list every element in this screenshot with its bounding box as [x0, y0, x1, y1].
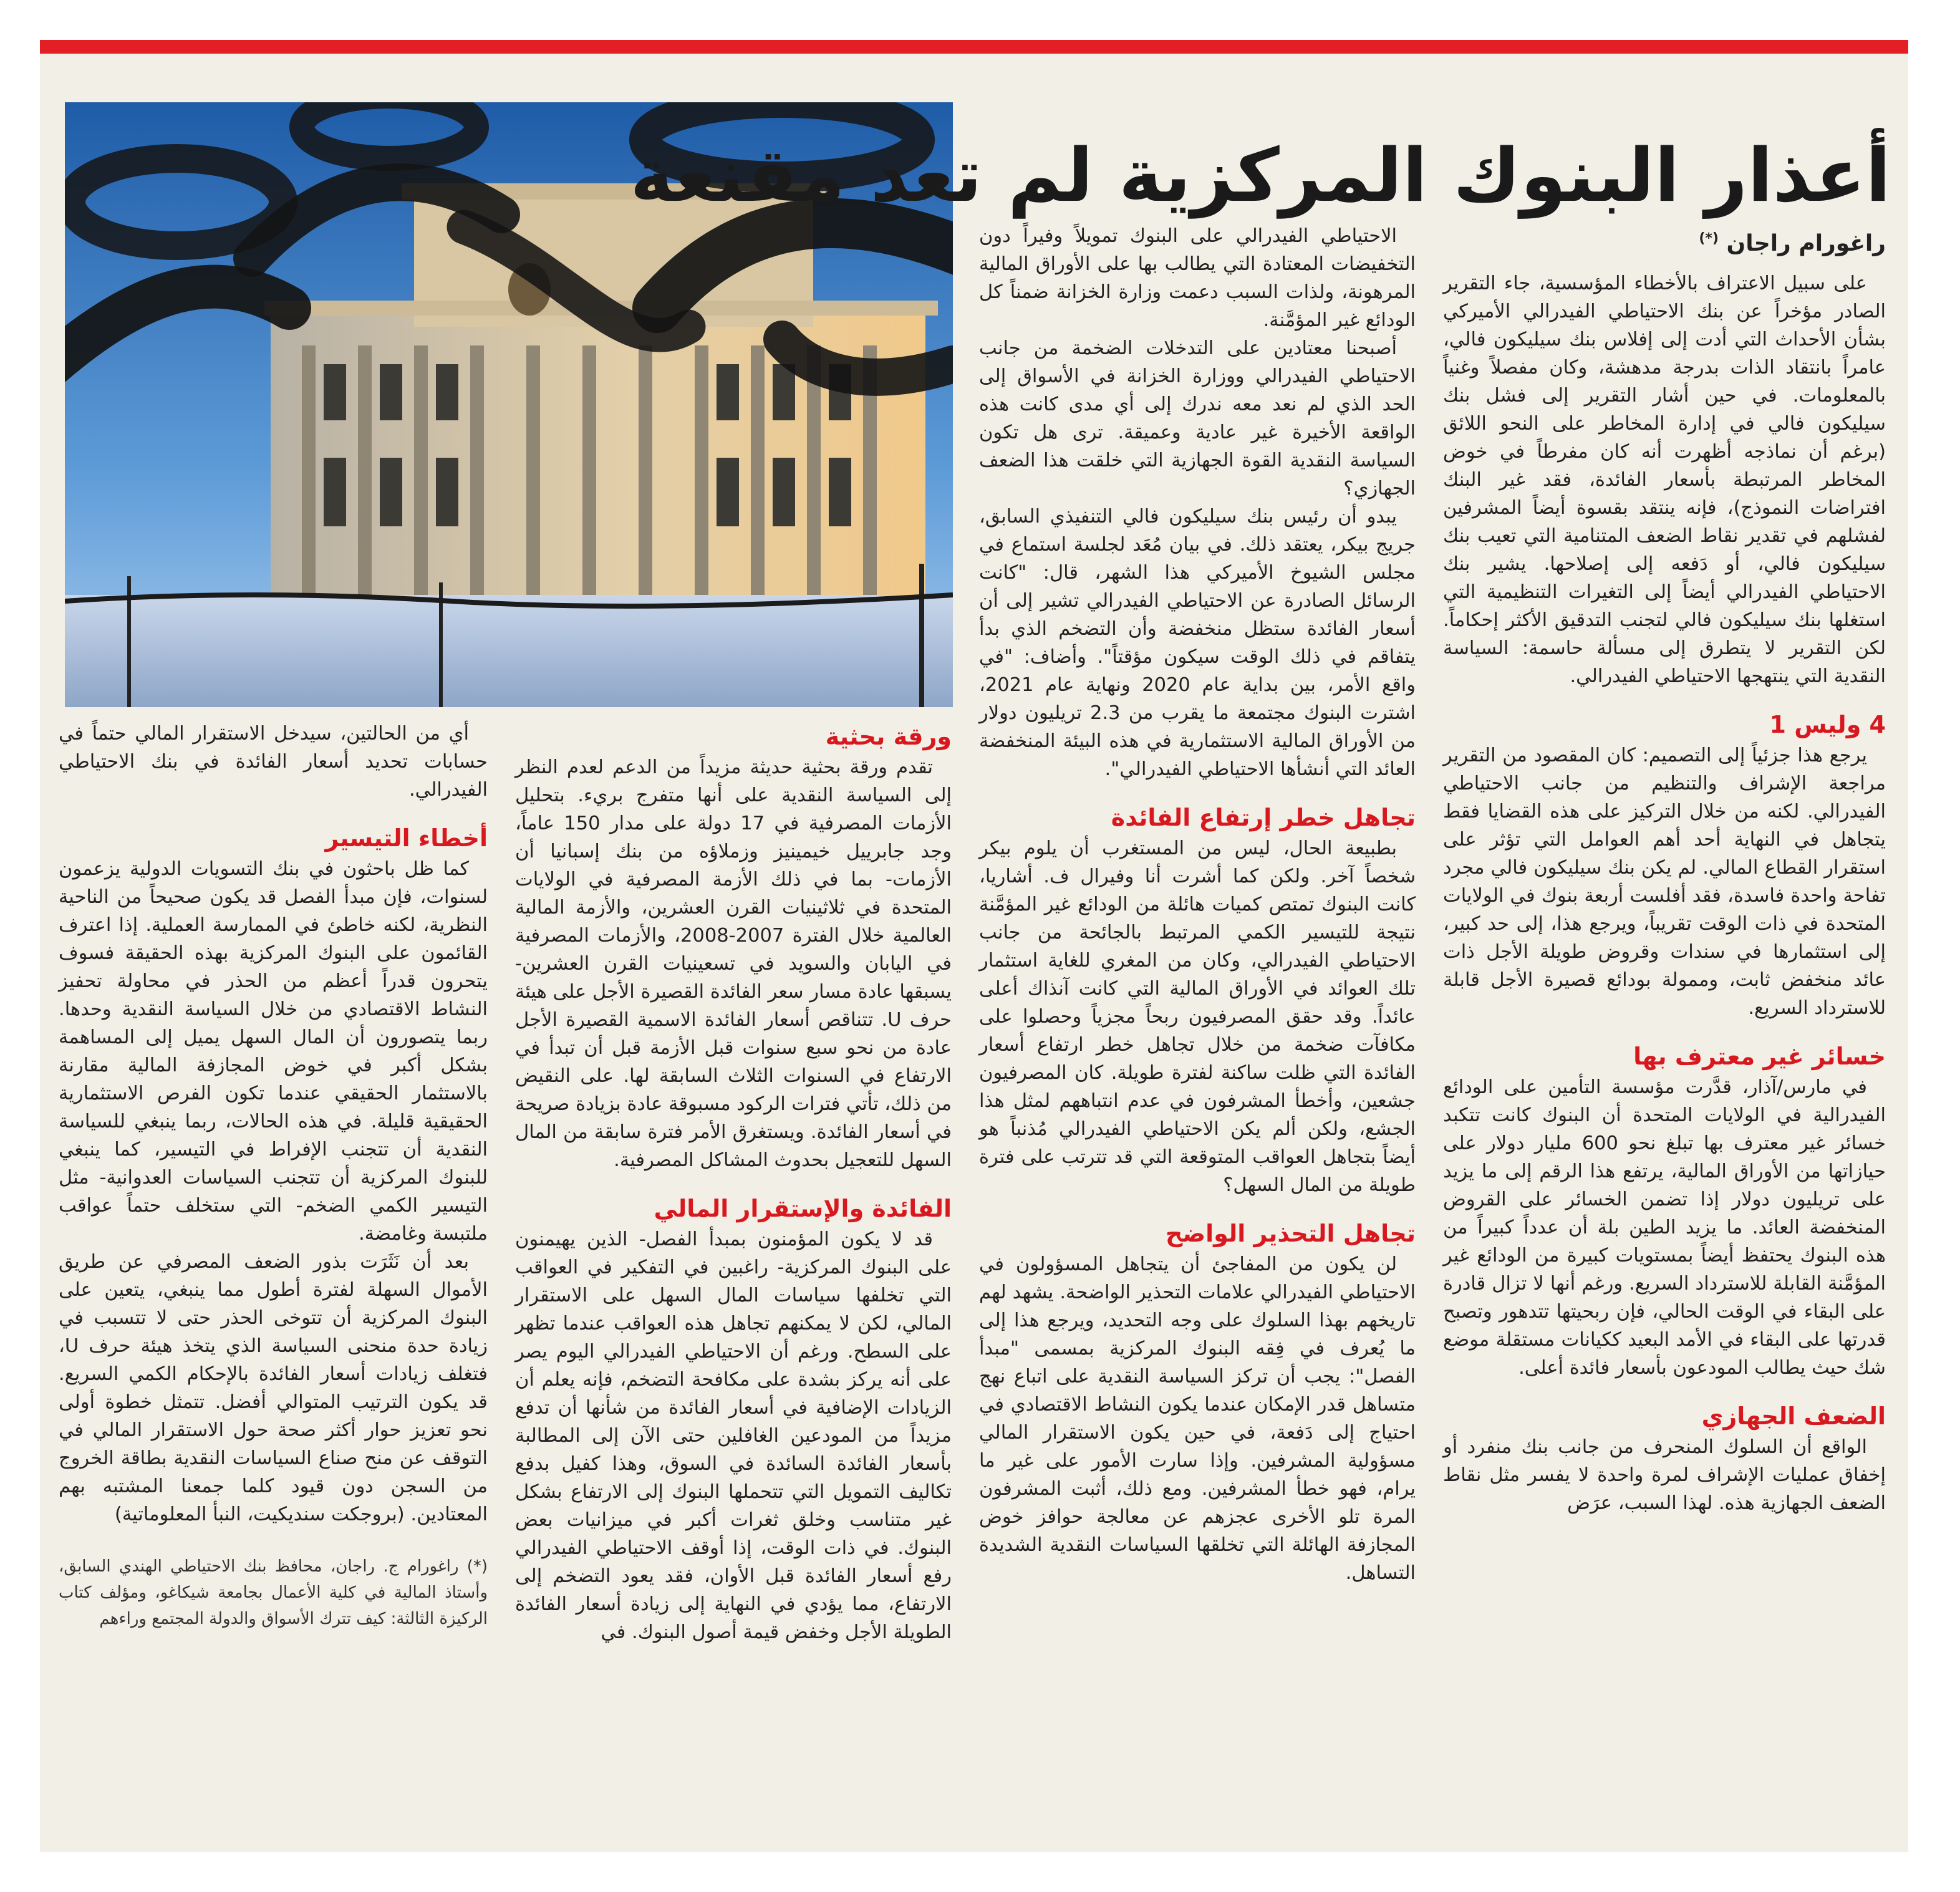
column-2: [979, 222, 1416, 1587]
paragraph: يرجع هذا جزئياً إلى التصميم: كان المقصود من التقرير مراجعة الإشراف والتنظيم من جانب الاحتياطي الفيدرالي. لكنه من خلال التركيز على هذه القضايا فقط يتجاهل في النهاية أحد أهم العوامل التي تؤثر على استقرار القطاع المالي. لم يكن بنك سيليكون فالي مجرد تفاحة واحدة فاسدة، فقد أفلست أربعة بنوك في الولايات المتحدة في ذات الوقت تقريباً، ويرجع هذا، إلى حد كبير، إلى استثمارها في سندات وقروض طويلة الأجل ذات عائد منخفض ثابت، وممولة بودائع قصيرة الأجل قابلة للاسترداد السريع.: [1443, 745, 1886, 1019]
paragraph: قد لا يكون المؤمنون بمبدأ الفصل- الذين يهيمنون على البنوك المركزية- راغبين في التفكير في العواقب التي تخلفها سياسات المال السهل على الاستقرار المالي، لكن لا يمكنهم تجاهل هذه العواقب عندما تظهر على السطح. ورغم أن الاحتياطي الفيدرالي اليوم يصر على أنه يركز بشدة على مكافحة التضخم، فإنه يعلم أن الزيادات الإضافية في أسعار الفائدة من شأنها أن تدفع مزيداً من المودعين الغافلين حتى الآن إلى المطالبة بأسعار الفائدة السائدة في السوق، وهذا كفيل بدفع تكاليف التمويل التي تتحملها البنوك إلى الارتفاع بشكل غير متناسب وخلق ثغرات أكبر في ميزانيات بعض البنوك. في ذات الوقت، إذا أوقف الاحتياطي الفيدرالي رفع أسعار الفائدة قبل الأوان، فقد يعود التضخم إلى الارتفاع، مما يؤدي في النهاية إلى زيادة أسعار الفائدة الطويلة الأجل وخفض قيمة أصول البنوك. في: [515, 1228, 952, 1643]
column-1: [1443, 222, 1886, 1517]
subheading: أخطاء التيسير: [325, 824, 488, 852]
paragraph: بعد أن نَثَرَت بذور الضعف المصرفي عن طريق الأموال السهلة لفترة أطول مما ينبغي، يتعين على البنوك المركزية أن تتوخى الحذر حتى لا تتسبب في زيادة حدة منحنى السياسة الذي يتخذ هيئة حرف U، فتغلف زيادات أسعار الفائدة بالإحكام الكمي السريع. قد يكون الترتيب المتوالي أفضل. تتمثل خطوة أولى نحو تعزيز حوار أكثر صحة حول الاستقرار المالي في التوقف عن منح صناع السياسات النقدية بطاقة الخروج من السجن دون قيود كلما جمعنا المشتبه بهم المعتادين. (بروجكت سنديكيت، النبأ المعلوماتية): [59, 1251, 488, 1525]
subheading: 4 وليس 1: [1769, 711, 1886, 738]
top-accent-bar: [40, 40, 1908, 54]
paragraph: أي من الحالتين، سيدخل الاستقرار المالي حتماً في حسابات تحديد أسعار الفائدة في بنك الاحتياطي الفيدرالي.: [59, 723, 488, 801]
paragraph: يبدو أن رئيس بنك سيليكون فالي التنفيذي السابق، جريج بيكر، يعتقد ذلك. في بيان مُعَد لجلسة استماع في مجلس الشيوخ الأميركي هذا الشهر، قال: "كانت الرسائل الصادرة عن الاحتياطي الفيدرالي تشير إلى أن أسعار الفائدة ستظل منخفضة وأن التضخم الذي بدأ يتفاقم في ذلك الوقت سيكون مؤقتاً". وأضاف: "في واقع الأمر، بين بداية عام 2020 ونهاية عام 2021، اشترت البنوك مجتمعة ما يقرب من 2.3 تريليون دولار من الأوراق المالية الاستثمارية في هذه البيئة المنخفضة العائد التي أنشأها الاحتياطي الفيدرالي".: [979, 506, 1416, 780]
paragraph: بطبيعة الحال، ليس من المستغرب أن يلوم بيكر شخصاً آخر. ولكن كما أشرت أنا وفيرال ف. أشاريا، كانت البنوك تمتص كميات هائلة من الودائع غير المؤمَّنة نتيجة للتيسير الكمي المرتبط بالجائحة من جانب الاحتياطي الفيدرالي، وكان من المغري للغاية استثمار تلك العوائد في الأوراق المالية التي كانت آنذاك أعلى عائداً. وقد حقق المصرفيون ربحاً مجزياً وحصلوا على مكافآت ضخمة من خلال تجاهل خطر ارتفاع أسعار الفائدة التي ظلت ساكنة لفترة طويلة. كان المصرفيون جشعين، وأخطأ المشرفون في عدم انتباههم لمثل هذا الجشع، ولكن ألم يكن الاحتياطي الفيدرالي مُذنباً هو أيضاً بتجاهل العواقب المتوقعة التي قد تترتب على فترة طويلة من المال السهل؟: [979, 837, 1416, 1196]
paragraph: على سبيل الاعتراف بالأخطاء المؤسسية، جاء التقرير الصادر مؤخراً عن بنك الاحتياطي الفيدرالي الأميركي بشأن الأحداث التي أدت إلى إفلاس بنك سيليكون فالي، عامراً بانتقاد الذات بدرجة مدهشة، وكان مفصلاً وغنياً بالمعلومات. في حين أشار التقرير إلى فشل بنك سيليكون فالي في إدارة المخاطر على النحو اللائق (برغم أن نماذجه أظهرت أنه كان مفرطاً في خوض المخاطر المرتبطة بأسعار الفائدة، فقد غير البنك افتراضات النموذج)، فإنه ينتقد بقسوة أيضاً المشرفين لفشلهم في تقدير نقاط الضعف المتنامية التي تعيب بنك سيليكون فالي، أو دَفعه إلى إصلاحها. يشير بنك الاحتياطي الفيدرالي أيضاً إلى التغيرات التنظيمية التي استغلها بنك سيليكون فالي لتجنب التدقيق الأكثر إحكاماً. لكن التقرير لا يتطرق إلى مسألة حاسمة: السياسة النقدية التي ينتهجها الاحتياطي الفيدرالي.: [1443, 273, 1886, 687]
paragraph: أصبحنا معتادين على التدخلات الضخمة من جانب الاحتياطي الفيدرالي ووزارة الخزانة في الأسواق إلى الحد الذي لم نعد معه ندرك إلى أي مدى كانت هذه الواقعة الأخيرة غير عادية وعميقة. ترى هل تكون السياسة النقدية القوة الجهازية التي خلقت هذا الضعف الجهازي؟: [979, 337, 1416, 500]
subheading: تجاهل التحذير الواضح: [1166, 1220, 1416, 1247]
paragraph: تقدم ورقة بحثية حديثة مزيداً من الدعم لعدم النظر إلى السياسة النقدية على أنها متفرج بريء. بتحليل الأزمات المصرفية في 17 دولة على مدار 150 عاماً، وجد جابرييل خيمينيز وزملاؤه من بنك إسبانيا أن الأزمات- بما في ذلك الأزمة المصرفية في الولايات المتحدة في ثلاثينيات القرن العشرين، والأزمة المالية العالمية خلال الفترة 2007-2008، والأزمات المصرفية في اليابان والسويد في تسعينيات القرن العشرين- يسبقها عادة مسار سعر الفائدة القصيرة الأجل على هيئة حرف U. تتناقص أسعار الفائدة الاسمية القصيرة الأجل عادة من نحو سبع سنوات قبل الأزمة قبل أن تبدأ في الارتفاع في السنوات الثلاث السابقة لها. على النقيض من ذلك، تأتي فترات الركود مسبوقة عادة بزيادة صريحة في أسعار الفائدة. ويستغرق الأمر فترة سابقة من المال السهل للتعجيل بحدوث المشاكل المصرفية.: [515, 756, 952, 1171]
newspaper-page: [40, 40, 1908, 1852]
paragraph: الاحتياطي الفيدرالي على البنوك تمويلاً وفيراً دون التخفيضات المعتادة التي يطالب بها على الأوراق المالية المرهونة، ولذات السبب دعمت وزارة الخزانة ضمناً كل الودائع غير المؤمَّنة.: [979, 225, 1416, 331]
paragraph: كما ظل باحثون في بنك التسويات الدولية يزعمون لسنوات، فإن مبدأ الفصل قد يكون صحيحاً من الناحية النظرية، لكنه خاطئ في الممارسة العملية. إذا اعترف القائمون على البنوك المركزية بهذه الحقيقة فسوف يتحرون قدراً أعظم من الحذر في محاولة تحفيز النشاط الاقتصادي من خلال السياسة النقدية وحدها. ربما يتصورون أن المال السهل يميل إلى المساهمة بشكل أكبر في خوض المجازفة المالية مقارنة بالاستثمار الحقيقي عندما تكون الفرص الاستثمارية الحقيقية قليلة. في هذه الحالات، ربما ينبغي للسياسة النقدية أن تتجنب الإفراط في التيسير، كما ينبغي للبنوك المركزية أن تتجنب السياسات العدوانية- مثل التيسير الكمي الضخم- التي ستخلف حتماً عواقب ملتبسة وغامضة.: [59, 858, 488, 1245]
subheading: الفائدة والإستقرار المالي: [654, 1195, 952, 1222]
column-4: [59, 720, 488, 1632]
byline: [1443, 222, 1886, 261]
author-name: راغورام راجان: [1726, 231, 1886, 256]
column-3: [515, 720, 952, 1646]
paragraph: لن يكون من المفاجئ أن يتجاهل المسؤولون في الاحتياطي الفيدرالي علامات التحذير الواضحة. يشهد لهم تاريخهم بهذا السلوك على وجه التحديد، ويرجع هذا إلى ما يُعرف في فِقه البنوك المركزية بمسمى "مبدأ الفصل": يجب أن تركز السياسة النقدية على اتباع نهج متساهل قدر الإمكان عندما يكون النشاط الاقتصادي في احتياج إلى دَفعة، في حين يكون الاستقرار المالي مسؤولية المشرفين. وإذا سارت الأمور على غير ما يرام، فهو خطأ المشرفين. ومع ذلك، أثبت المشرفون المرة تلو الأخرى عجزهم عن معالجة حوافز خوض المجازفة الهائلة التي تخلقها السياسات النقدية الشديدة التساهل.: [979, 1253, 1416, 1584]
author-mark: (*): [1699, 231, 1719, 246]
headline: أعذار البنوك المركزية لم تعد مقنعة: [630, 132, 1891, 218]
paragraph: في مارس/آذار، قدَّرت مؤسسة التأمين على الودائع الفيدرالية في الولايات المتحدة أن البنوك كانت تتكبد خسائر غير معترف بها تبلغ نحو 600 مليار دولار على حيازاتها من الأوراق المالية، يرتفع هذا الرقم إلى ما يزيد على تريليون دولار إذا تضمن الخسائر على القروض المنخفضة العائد. ما يزيد الطين بلة أن عدداً كبيراً من هذه البنوك يحتفظ أيضاً بمستويات كبيرة من الودائع غير المؤمَّنة القابلة للاسترداد السريع. ورغم أنها لا تزال قادرة على البقاء في الوقت الحالي، فإن ربحيتها تتدهور وتصبح قدرتها على البقاء في الأمد البعيد ككيانات مستقلة موضع شك حيث يطالب المودعون بأسعار فائدة أعلى.: [1443, 1076, 1886, 1379]
subheading: ورقة بحثية: [825, 723, 952, 750]
subheading: خسائر غير معترف بها: [1633, 1043, 1886, 1070]
subheading: تجاهل خطر إرتفاع الفائدة: [1111, 804, 1416, 831]
subheading: الضعف الجهازي: [1701, 1402, 1886, 1430]
paragraph: الواقع أن السلوك المنحرف من جانب بنك منفرد أو إخفاق عمليات الإشراف لمرة واحدة لا يفسر مثل نقاط الضعف الجهازية هذه. لهذا السبب، عرَض: [1443, 1436, 1886, 1514]
footnote: (*) راغورام ج. راجان، محافظ بنك الاحتياطي الهندي السابق، وأستاذ المالية في كلية الأعمال بجامعة شيكاغو، ومؤلف كتاب الركيزة الثالثة: كيف تترك الأسواق والدولة المجتمع وراءهم: [59, 1557, 488, 1628]
